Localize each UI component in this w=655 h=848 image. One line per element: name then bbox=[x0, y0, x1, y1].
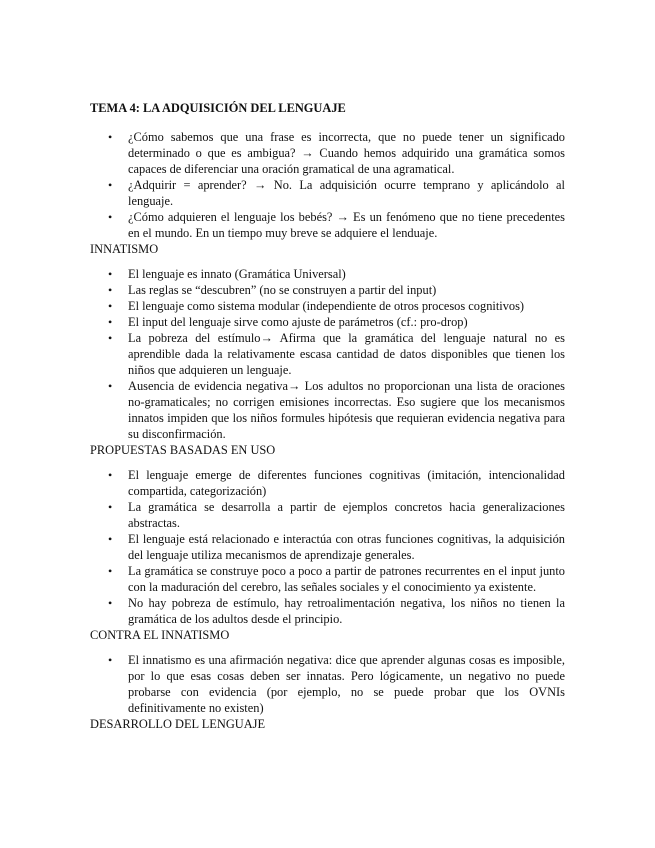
list-item: • ¿Cómo adquieren el lenguaje los bebés? → Es un fenómeno que no tiene precedentes en el mundo. En un tiempo muy breve se adquiere el lenduaje. bbox=[128, 209, 565, 241]
list-item: • Las reglas se “descubren” (no se construyen a partir del input) bbox=[128, 282, 565, 298]
document-title: TEMA 4: LA ADQUISICIÓN DEL LENGUAJE bbox=[90, 101, 346, 115]
list-item: • El lenguaje está relacionado e interactúa con otras funciones cognitivas, la adquisición del lenguaje utiliza mecanismos de aprendizaje generales. bbox=[128, 531, 565, 563]
document-page bbox=[90, 100, 565, 732]
list-item: • El lenguaje como sistema modular (independiente de otros procesos cognitivos) bbox=[128, 298, 565, 314]
list-item: • ¿Adquirir = aprender? → No. La adquisición ocurre temprano y aplicándolo al lenguaje. bbox=[128, 177, 565, 209]
list-item: • Ausencia de evidencia negativa→ Los adultos no proporcionan una lista de oraciones no-gramaticales; no corrigen emisiones incorrectas. Eso sugiere que los mecanismos innatos impiden que los niños formules hipótesis que requieran evidencia negativa para su disconfirmación. bbox=[128, 378, 565, 442]
list-item: • ¿Cómo sabemos que una frase es incorrecta, que no puede tener un significado determinado o que es ambigua? → Cuando hemos adquirido una gramática somos capaces de diferenciar una oración gramatical de una agramatical. bbox=[128, 129, 565, 177]
list-item: • La gramática se desarrolla a partir de ejemplos concretos hacia generalizaciones abstractas. bbox=[128, 499, 565, 531]
section-heading-innatismo: INNATISMO bbox=[90, 242, 159, 256]
section-heading-desarrollo: DESARROLLO DEL LENGUAJE bbox=[90, 717, 266, 731]
list-item: • El innatismo es una afirmación negativa: dice que aprender algunas cosas es imposible, por lo que esas cosas deben ser innatas. Pero lógicamente, un negativo no puede probarse con evidencia (por ejemplo, no se puede probar que los OVNIs definitivamente no existen) bbox=[128, 652, 565, 716]
section-heading-contra: CONTRA EL INNATISMO bbox=[90, 628, 230, 642]
innatismo-list bbox=[90, 266, 565, 442]
list-item: • El input del lenguaje sirve como ajuste de parámetros (cf.: pro-drop) bbox=[128, 314, 565, 330]
list-item: • No hay pobreza de estímulo, hay retroalimentación negativa, los niños no tienen la gramática de los adultos desde el principio. bbox=[128, 595, 565, 627]
list-item: • El lenguaje emerge de diferentes funciones cognitivas (imitación, intencionalidad compartida, categorización) bbox=[128, 467, 565, 499]
contra-list bbox=[90, 652, 565, 716]
intro-list bbox=[90, 129, 565, 241]
propuestas-list bbox=[90, 467, 565, 627]
list-item: • La pobreza del estímulo→ Afirma que la gramática del lenguaje natural no es aprendible dada la relativamente escasa cantidad de datos disponibles que tienen los niños que adquieren un lenguaje. bbox=[128, 330, 565, 378]
list-item: • El lenguaje es innato (Gramática Universal) bbox=[128, 266, 565, 282]
list-item: • La gramática se construye poco a poco a partir de patrones recurrentes en el input junto con la maduración del cerebro, las señales sociales y el conocimiento ya existente. bbox=[128, 563, 565, 595]
section-heading-propuestas: PROPUESTAS BASADAS EN USO bbox=[90, 443, 276, 457]
